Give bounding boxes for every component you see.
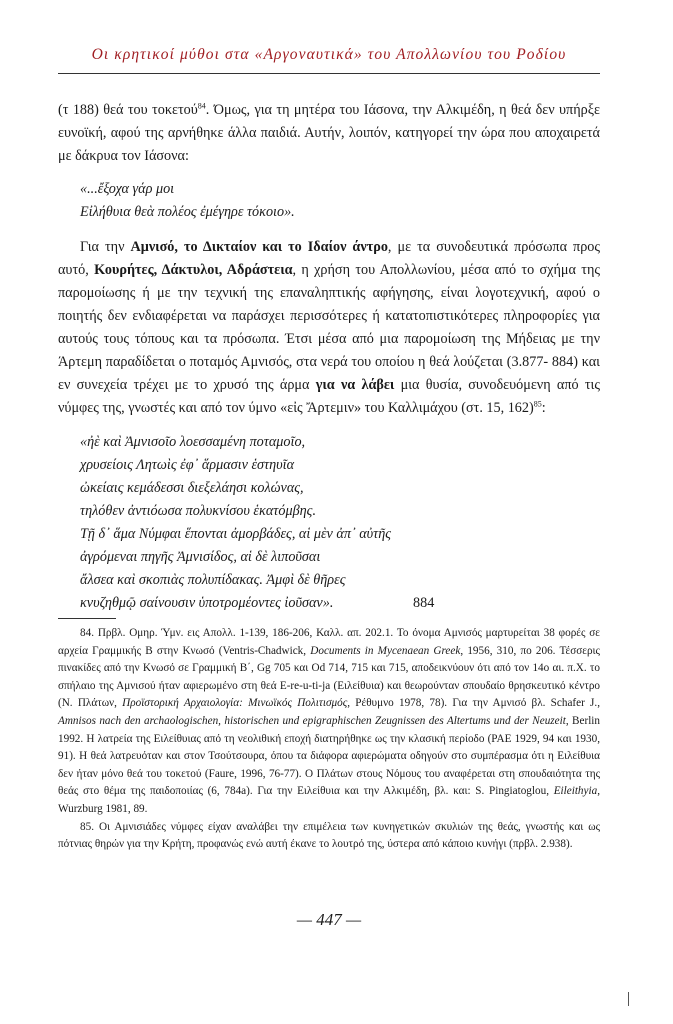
footnote-ref-85[interactable]: 85 (533, 399, 542, 409)
verse-line: ὠκείαις κεμάδεσσι διεξελάησι κολώνας, (80, 480, 304, 496)
main-text (58, 99, 600, 615)
footnote-84-text-b: , 1956, 310, πο 206. Τέσσερις πινακίδες από την Κνωσό σε Γραμμική Β΄, Gg 705 και Od 714, 715 και 715, αποδεικνύουν ότι από τον 14ο αι. π.Χ. το σπήλαιο της Αμνισού ήταν αφιερωμένο στη θεά E-re-u-ti-ja (Ειλείθυια) και θεωρούνταν σπουδαίο θρησκευτικό κέντρο (Ν. Πλάτων, (58, 644, 600, 710)
paragraph-1-text-b: . Όμως, για τη μητέρα του Ιάσονα, την Αλκιμέδη, η θεά δεν υπήρξε ευνοϊκή, αφού της αρνήθηκε άλλα παιδιά. Αυτήν, λοιπόν, κατηγορεί την ώρα που αποχαιρετά με δάκρυα τον Ιάσονα: (58, 102, 600, 164)
italic-title: Amnisos nach den archaologischen, historischen und epigraphischen Zeugnissen des Altertums und der Neuzeit (58, 714, 566, 727)
quote-line: «...ἔξοχα γάρ μοι (80, 181, 175, 197)
line-number: 884 (413, 595, 435, 611)
paragraph-2-text-d: , η χρήση του Απολλωνίου, μέσα από το σχήμα της παρομοίωσης ή με την τεχνική της επαναληπτικής αφήγησης, είναι λογοτεχνική, αφού ο ποιητής δεν ενδιαφέρεται να παράσχει περισσότερες ή κατατοπιστικότερες πληροφορίες για αυτούς τους τόπους και τα πρόσωπα. Έτσι μέσα από μια παρομοίωση της Μήδειας με την Άρτεμη παραδίδεται ο ποταμός Αμνισός, στα νερά του οποίου η θεά λούζεται (3.877- 884) και εν συνεχεία τρέχει με το χρυσό της άρμα (58, 262, 600, 393)
footnote-84-text-d: , Berlin 1992. Η λατρεία της Ειλείθυιας από τη νεολιθική εποχή διατηρήθηκε ως την κλασική περίοδο (PAE 1929, 94 και 1930, 91). Η θεά λατρευόταν και στον Τσούτσουρα, όπου τα διάφορα αφιερώματα οδηγούν στο συμπέρασμα ότι η Ειλείθυια δεν ήταν μόνο θεά του τοκετού (Faure, 1996, 76-77). Ο Πλάτων στους Νόμους του αναφέρεται στη σπουδαιότητα της θεάς στο θέμα της παιδοποιίας (6, 784a). Για την Ειλείθυια και την Αλκιμέδη, βλ. και: S. Pingiatoglou, (58, 714, 601, 798)
paragraph-1-text-a: (τ 188) θεά του τοκετού (58, 102, 198, 118)
verse-line: ἄλσεα καὶ σκοπιὰς πολυπίδακας. Ἀμφὶ δὲ θῆρες (80, 572, 346, 588)
footnote-ref-84[interactable]: 84 (197, 101, 206, 111)
page-number: — 447 — (296, 910, 362, 929)
footnote-84 (58, 625, 600, 819)
bold-phrase: για να λάβει (315, 377, 395, 393)
paragraph-2-text-a: Για την (80, 239, 131, 255)
footnote-84-text-c: , Ρέθυμνο 1978, 78). Για την Αμνισό βλ. Schafer J., (347, 697, 601, 710)
running-header: Οι κρητικοί μύθοι στα «Αργοναυτικά» του Απολλωνίου του Ροδίου (91, 46, 567, 63)
bold-phrase: Κουρήτες, Δάκτυλοι, Αδράστεια (94, 262, 293, 278)
paragraph-2-text-e: μια θυσία, συνοδευόμενη από τις νύμφες της, γνωστές και από τον ύμνο «εἰς Ἄρτεμιν» του Καλλιμάχου (στ. 15, 162) (58, 377, 600, 416)
bold-phrase: Αμνισό, το Δικταίον και το Ιδαίον άντρο (130, 239, 388, 255)
verse-line: «ἠὲ καὶ Ἀμνισοῖο λοεσσαμένη ποταμοῖο, (80, 434, 306, 450)
scan-mark (628, 992, 629, 1006)
italic-title: Προϊστορική Αρχαιολογία: Μινωϊκός Πολιτισμός (122, 697, 348, 710)
footnote-rule (58, 618, 116, 619)
footnote-85: 85. Οι Αμνισιάδες νύμφες είχαν αναλάβει την επιμέλεια των κυνηγετικών σκυλιών της θεάς, γνωστής και ως πότνιας θηρών για την Κρήτη, προφανώς ενώ αυτή έκανε το λουτρό της, ύστερα από κάποιο κυνήγι (πρβλ. 2.938). (58, 820, 600, 851)
italic-title: Documents in Mycenaean Greek (310, 644, 461, 657)
paragraph-2 (58, 236, 600, 420)
verse-line: τηλόθεν ἀντιόωσα πολυκνίσου ἑκατόμβης. (80, 503, 316, 519)
header-rule (58, 73, 600, 74)
italic-title: Eileithyia (553, 785, 598, 798)
footnote-84-text-a: 84. Πρβλ. Ομηρ. Ύμν. εις Απολλ. 1-139, 186-206, Καλλ. απ. 202.1. Το όνομα Αμνισός μαρτυρείται 38 φορές σε αρχεία Γραμμικής Β στην Κνωσό (Ventris-Chadwick, (58, 627, 600, 657)
paragraph-2-text-c: , με τα συνοδευτικά πρόσωπα προς αυτό, (58, 239, 600, 278)
verse-line: Τῇ δ᾽ ἅμα Νύμφαι ἕπονται ἀμορβάδες, αἱ μὲν ἀπ᾽ αὐτῆς (80, 526, 392, 542)
verse-line-last (80, 592, 600, 615)
footnotes (58, 625, 600, 854)
footnote-84-text-e: , Wurzburg 1981, 89. (58, 785, 600, 815)
paragraph-1 (58, 99, 600, 168)
verse-line-text: κνυζηθμῷ σαίνουσιν ὑποτρομέοντες ἰοῦσαν». (80, 595, 334, 611)
verse-line: χρυσείοις Λητωὶς ἐφ᾽ ἅρμασιν ἑστηυῖα (80, 457, 295, 473)
verse-line: ἀγρόμεναι πηγῆς Ἀμνισίδος, αἱ δὲ λιποῦσαι (80, 549, 321, 565)
quotation-1 (80, 178, 600, 224)
quotation-2 (80, 431, 600, 615)
paragraph-2-text-f: : (541, 400, 546, 416)
quote-line: Εἰλήθυια θεὰ πολέος ἐμέγηρε τόκοιο». (80, 204, 295, 220)
